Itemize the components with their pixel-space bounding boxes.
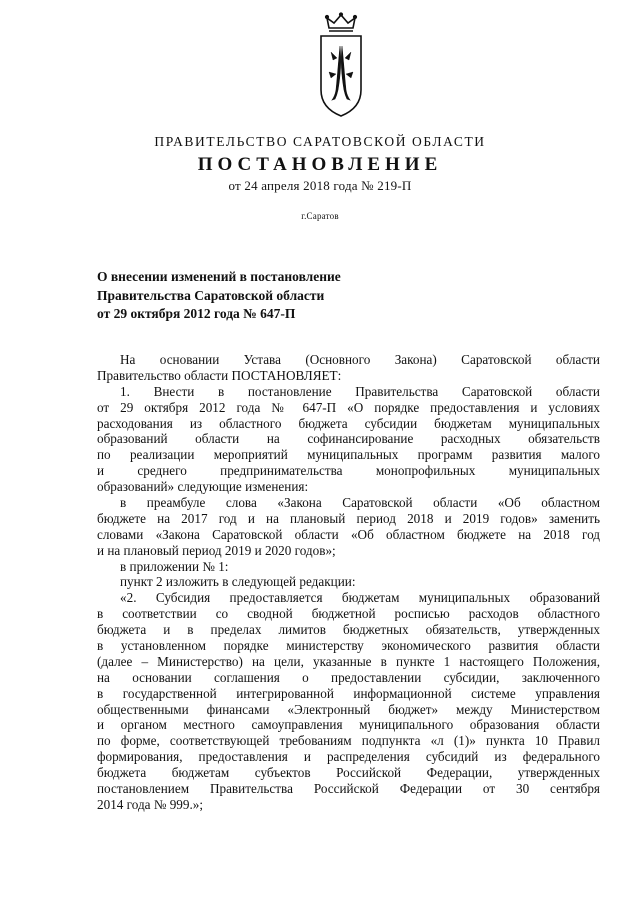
body-line: образований» следующие изменения: [97, 479, 309, 495]
body-line: формирования, предоставления и распределения субсидий из федерального [97, 749, 600, 765]
city: г.Саратов [301, 211, 339, 221]
body-line: бюджета бюджетам субъектов Российской Федерации, утвержденных [97, 765, 600, 781]
body-line: бюджете на 2017 год и на плановый период 2018 и 2019 годов» заменить [97, 510, 600, 526]
body-line: в приложении № 1: [120, 558, 229, 574]
body-line: по реализации мероприятий муниципальных программ развития малого [97, 447, 600, 463]
body-line: и на плановый период 2019 и 2020 годов»; [97, 542, 336, 558]
body-line: (далее – Министерство) на цели, указанные в пункте 1 настоящего Положения, [97, 653, 600, 669]
coat-of-arms-icon [315, 12, 367, 120]
body-line: в государственной интегрированной информационной системе управления [97, 685, 600, 701]
body-line: «2. Субсидия предоставляется бюджетам муниципальных образований [120, 590, 600, 606]
body-line: в соответствии со сводной бюджетной росписью расходов областного [97, 606, 600, 622]
body-line: в преамбуле слова «Закона Саратовской области «Об областном [120, 495, 600, 511]
body-line: по форме, соответствующей требованиям подпункта «л (1)» пункта 10 Правил [97, 733, 600, 749]
body-line: на основании соглашения о предоставлении субсидии, заключенного [97, 669, 600, 685]
body-line: 1. Внести в постановление Правительства Саратовской области [120, 383, 600, 399]
document-type: ПОСТАНОВЛЕНИЕ [197, 154, 443, 175]
title-line: Правительства Саратовской области [97, 287, 325, 303]
date-and-number: от 24 апреля 2018 года № 219-П [228, 178, 412, 193]
title-line: от 29 октября 2012 года № 647-П [97, 306, 296, 321]
body-line: образований области на софинансирование расходных обязательств [97, 431, 600, 447]
body-line: от 29 октября 2012 года № 647-П «О порядке предоставления и условиях [97, 399, 600, 415]
document-body [97, 352, 600, 813]
body-line: пункт 2 изложить в следующей редакции: [120, 574, 356, 590]
body-line: в установленном порядке министерству экономического развития области [97, 638, 600, 654]
body-line: и органом местного самоуправления муниципального образования области [97, 717, 600, 733]
title-line: О внесении изменений в постановление [97, 269, 341, 284]
body-line: Правительство области ПОСТАНОВЛЯЕТ: [97, 367, 342, 383]
body-line: и среднего предпринимательства монопрофильных муниципальных [97, 463, 600, 479]
body-line: 2014 года № 999.»; [97, 796, 204, 812]
body-line: На основании Устава (Основного Закона) Саратовской области [120, 352, 600, 367]
body-line: расходования из областного бюджета субсидии бюджетам муниципальных [97, 415, 600, 431]
body-line: общественными финансами «Электронный бюджет» между Министерством [97, 701, 600, 717]
body-line: бюджета и в пределах лимитов бюджетных обязательств, утвержденных [97, 622, 600, 638]
body-line: словами «Закона Саратовской области «Об областном бюджете на 2018 год [97, 526, 600, 542]
document-title [97, 268, 517, 324]
body-line: постановлением Правительства Российской Федерации от 30 сентября [97, 781, 600, 797]
government-name: ПРАВИТЕЛЬСТВО САРАТОВСКОЙ ОБЛАСТИ [154, 134, 486, 149]
